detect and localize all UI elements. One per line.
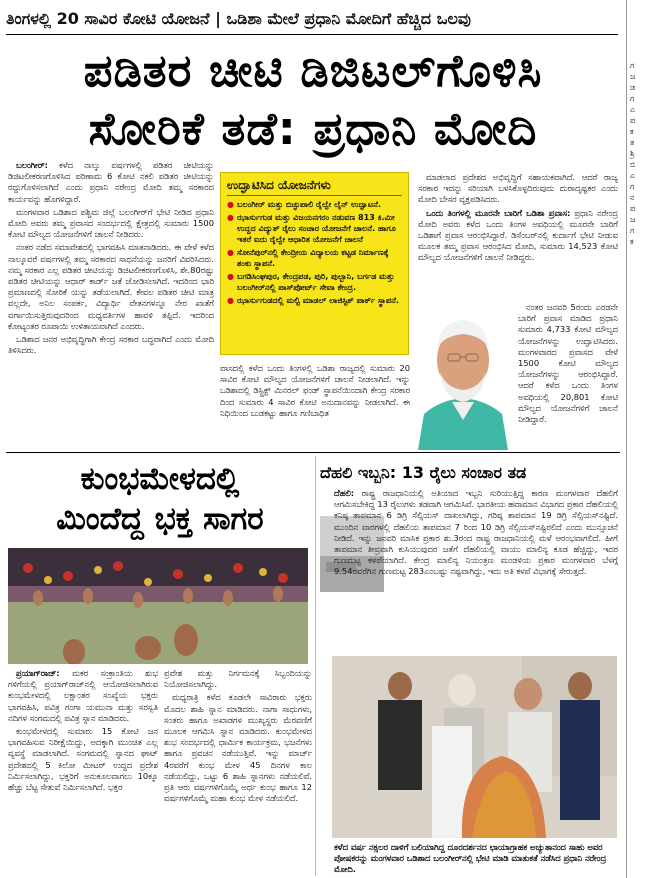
box-list (227, 199, 402, 306)
dateline: ಪ್ರಯಾಗ್‌ರಾಜ್: (16, 668, 60, 678)
strip-text: ಗ (630, 226, 635, 235)
para-text: ಒಡಿಶಾದ ಜನರ ಅಭಿವೃದ್ಧಿಗಾಗಿ ಕೇಂದ್ರ ಸರಕಾರ ಬದ್ಧವಾಗಿದೆ ಎಂದು ಮೋದಿ ತಿಳಿಸಿದರು. (8, 334, 214, 356)
para-text: ಪ್ರಧಾನಿ ನರೇಂದ್ರ ಮೋದಿ ಅವರು ಕಳೆದ ಒಂದು ತಿಂಗಳ ಅವಧಿಯಲ್ಲಿ ಮೂರನೇ ಬಾರಿಗೆ ಒಡಿಶಾಗೆ ಪ್ರವಾಸ ಆರಂಭಿಸಿದ್ದಾರೆ. ಡಿಸೆಂಬರ್‌ನಲ್ಲಿ ಕುರ್ದಾಗೆ ಭೇಟಿ ನೀಡುವ ಮೂಲಕ ತಮ್ಮ ಪ್ರವಾಸ ಆರಂಭಿಸಿದ ಮೋದಿ, ಸುಮಾರು 14,523 ಕೋಟಿ ಮೌಲ್ಯದ ಯೋಜನೆಗಳಿಗೆ ಚಾಲನೆ ನೀಡಿದ್ದರು. (418, 207, 618, 263)
para-text: ನಂತರ ಜನವರಿ 5ರಂದು ಎರಡನೇ ಬಾರಿಗೆ ಪ್ರವಾಸ ಮಾಡಿದ ಪ್ರಧಾನಿ ಸುಮಾರು 4,733 ಕೋಟಿ ಮೌಲ್ಯದ ಯೋಜನೆಗಳನ್ನು ಉದ್ಘಾಟಿಸಿದರು. ಮಂಗಳವಾರದ ಪ್ರವಾಸದ ವೇಳೆ 1500 ಕೋಟಿ ಮೌಲ್ಯದ ಯೋಜನೆಗಳನ್ನು ಆರಂಭಿಸಿದ್ದಾರೆ. ಆದರೆ ಕಳೆದ ಒಂದು ತಿಂಗಳ ಅವಧಿಯಲ್ಲಿ 20,801 ಕೋಟಿ ಮೌಲ್ಯದ ಯೋಜನೆಗಳಿಗೆ ಚಾಲನೆ ನೀಡಿದ್ದಾರೆ. (518, 302, 618, 425)
strip-text: ಡ (630, 83, 636, 92)
box-item: ● ಬಲಂಗೀರ್ ಮತ್ತು ಬಿಚ್ಛುಪಾಲಿ ರೈಲ್ವೇ ಲೈನ್ ಉದ್ಘಾಟನೆ. (237, 199, 402, 210)
strip-text: ಪ (630, 116, 636, 125)
delhi-body (334, 488, 618, 648)
adjacent-page-strip (626, 0, 649, 878)
section-rule (6, 452, 620, 453)
kumbh-para (164, 692, 312, 804)
strip-text: ತ (630, 138, 635, 147)
box-item: ● ಬಗಡಿಸಿಂಘಪುರ, ಕೇಂದ್ರಪಡ, ಪುರಿ, ಪುಲ್ಬಾನಿ, ಬರ್ಗಡ ಮತ್ತು ಬಲಂಗೀರ್‌ನಲ್ಲಿ ಪಾಸ್‌ಪೋರ್ಟ್ ಸೇವಾ ಕೇಂದ್ರ. (237, 271, 402, 293)
para-text: ವಾಸದಲ್ಲಿ ಕಳೆದ ಒಂದು ತಿಂಗಳಲ್ಲಿ ಒಡಿಶಾ ರಾಜ್ಯದಲ್ಲಿ ಸುಮಾರು 20 ಸಾವಿರ ಕೋಟಿ ಮೌಲ್ಯದ ಯೋಜನೆಗಳಿಗೆ ಚಾಲನೆ ನೀಡಲಾಗಿದೆ. ಇನ್ನು ಒಡಿಶಾದಲ್ಲಿ ಡಿಸ್ಟ್ರಿಕ್ಟ್ ಮಿನರಲ್ ಫಂಡ್ ಸ್ಥಾಪನೆಯಿಂದಾಗಿ ಕೇಂದ್ರ ಸರಕಾರ ದಿಂದ ಸುಮಾರು 4 ಸಾವಿರ ಕೋಟಿ ಅನುದಾನವನ್ನು ನೀಡಲಾಗಿದೆ. ಈ ನಿಧಿಯಿಂದ ಬುಡಕಟ್ಟು ಹಾಗೂ ಗಣಿಬಾಧಿತ (220, 363, 410, 418)
column-divider (315, 456, 316, 876)
pm-meeting-photo (332, 656, 617, 838)
para-text: ಪ್ರವೇಶ ಮತ್ತು ನಿರ್ಗಮನಕ್ಕೆ ಸಿಬ್ಬಂದಿಯನ್ನು ನಿಯೋಜಿಸಲಾಗಿದ್ದು. (164, 668, 312, 690)
photo-caption: ಕಳೆದ ವರ್ಷ ನಕ್ಸಲರ ದಾಳಿಗೆ ಬಲಿಯಾಗಿದ್ದ ದೂರದರ್ಶನದ ಛಾಯಾಗ್ರಾಹಕ ಅಚ್ಯುತಾನಂದ ಸಾಹು ಅವರ ಪೋಷಕರನ್ನು ಮಂಗಳವಾರ ಒಡಿಶಾದ ಬಲಂಗೀರ್‌ನಲ್ಲಿ ಭೇಟಿ ಮಾಡಿ ಮಾತುಕತೆ ನಡೆಸಿದ ಪ್ರಧಾನಿ ನರೇಂದ್ರ ಮೋದಿ. (334, 842, 607, 874)
lead-para (518, 302, 618, 425)
kumbh-col-1 (8, 668, 158, 874)
lead-story-col-3 (418, 172, 618, 302)
strip-text: ಬಿ (630, 160, 636, 169)
strip-text: ಪ (630, 204, 636, 213)
lead-para (220, 363, 410, 419)
subhead: ಒಂದು ತಿಂಗಳಲ್ಲಿ ಮೂರನೇ ಬಾರಿಗೆ ಒಡಿಶಾ ಪ್ರವಾಸ: (426, 207, 571, 218)
box-item: ● ಝಾರ್ಸುಗುಡ ಮತ್ತು ವಿಜಯನಗರಂ ನಡುವಣ 813 ಕಿ.ಮೀ ಉದ್ದದ ವಿದ್ಯುತ್ ರೈಲು ಸಂಚಾರ ಯೋಜನೆಗೆ ಚಾಲನೆ. ಹಾಗೂ ಇತರೆ ಐದು ರೈಲ್ವೇ ಆಧಾರಿತ ಯೋಜನೆಗೆ ಚಾಲನೆ (237, 212, 402, 245)
lead-story-col-1 (8, 160, 214, 428)
para-text: ಕುಂಭಮೇಳದಲ್ಲಿ ಸುಮಾರು 15 ಕೋಟಿ ಜನ ಭಾಗವಹಿಸುವ ನಿರೀಕ್ಷೆಯಿದ್ದು, ಅದಕ್ಕಾಗಿ ಮುಂಚಿತ ಎಲ್ಲ ವ್ಯವಸ್ಥೆ ಮಾಡಲಾಗಿದೆ. ಸಂಗಮದಲ್ಲಿ ಸ್ನಾನದ ಘಾಟ್ ಪ್ರದೇಶದಲ್ಲಿ 5 ಕಿಲೋ ಮೀಟರ್ ಉದ್ದದ ಪ್ರದೇಶ ನಿರ್ಮಿಸಲಾಗಿದ್ದು, ಭಕ್ತರಿಗೆ ಅನುಕೂಲವಾಗಲು 10ಕ್ಕೂ ಹೆಚ್ಚು ಬೆಟ್ಟ ಸೇತುವೆ ನಿರ್ಮಿಸಲಾಗಿದೆ. ಭಕ್ತರ (8, 726, 158, 793)
dateline: ಬಲಂಗೀರ್: (16, 160, 48, 170)
lead-story-col-2 (220, 363, 410, 429)
pm-modi-portrait (410, 302, 516, 450)
strip-text: ಎ (630, 105, 636, 114)
box-item: ● ಸೋನೆಪುರ್‌ನಲ್ಲಿ ಕೇಂದ್ರೀಯ ವಿದ್ಯಾಲಯ ಕಟ್ಟಡ ನಿರ್ಮಾಣಕ್ಕೆ ಶಂಕು ಸ್ಥಾಪನೆ. (237, 247, 402, 269)
strip-text: ಜ (630, 72, 636, 81)
para-text: ಕಳೆದ ನಾಲ್ಕು ವರ್ಷಗಳಲ್ಲಿ ಪಡಿತರ ಚೀಟಿಯನ್ನು ಡಿಜಿಟಲೀಕರಣಗೊಳಿಸಿದ ಪರಿಣಾಮ 6 ಕೋಟಿ ನಕಲಿ ಪಡಿತರ ಚೀಟಿಯನ್ನು ರದ್ದುಗೊಳಿಸಲಾಗಿದೆ ಎಂದು ಪ್ರಧಾನಿ ನರೇಂದ್ರ ಮೋದಿ ತಮ್ಮ ಸರಕಾರದ ಕಾರ್ಯವನ್ನು ಹೊಗಳಿದ್ದಾರೆ. (8, 160, 214, 204)
delhi-headline: ದೆಹಲಿ ಇಬ್ಬನಿ: 13 ರೈಲು ಸಂಚಾರ ತಡ (320, 463, 527, 482)
lead-headline-line1: ಪಡಿತರ ಚೀಟಿ ಡಿಜಿಟಲ್‌ಗೊಳಿಸಿ (83, 44, 543, 97)
kumbh-headline-line2: ಮಿಂದೆದ್ದ ಭಕ್ತ ಸಾಗರ (56, 501, 264, 537)
kicker-rule (6, 34, 618, 35)
strip-text: ಗ (630, 182, 635, 191)
strip-text: ಜ (630, 215, 636, 224)
inaugurated-projects-box (220, 172, 409, 355)
kumbh-headline-line1: ಕುಂಭಮೇಳದಲ್ಲಿ (80, 461, 240, 497)
lead-para (418, 172, 618, 206)
lead-para (8, 160, 214, 205)
lead-headline-line2: ಸೋರಿಕೆ ತಡೆ: ಪ್ರಧಾನಿ ಮೋದಿ (88, 102, 538, 155)
kumbh-para (164, 668, 312, 690)
strip-text: ನ (630, 193, 635, 202)
lead-para (418, 208, 618, 264)
kumbh-col-2 (164, 668, 312, 874)
para-text: ಮಧ್ಯರಾತ್ರಿ ಕಳೆದ ಕೂಡಲೇ ಸಾವಿರಾರು ಭಕ್ತರು ಮೊದಲ ಶಾಹಿ ಸ್ನಾನ ಮಾಡಿದರು. ನಾಗಾ ಸಾಧುಗಳು, ಸಂತರು ಹಾಗೂ ಅಖಾಡಗಳ ಮುಖ್ಯಸ್ಥರು ಮೆರವಣಿಗೆ ಮೂಲಕ ಆಗಮಿಸಿ ಸ್ನಾನ ಮಾಡಿದರು. ಕುಂಭಮೇಳದ ಶುಭ ಸಂದರ್ಭದಲ್ಲಿ ಧಾರ್ಮಿಕ ಕಾರ್ಯಕ್ರಮ, ಭಜನೆಗಳು ಹಾಗೂ ಪ್ರವಚನ ನಡೆಯುತ್ತಿವೆ. ಇನ್ನು ಮಾರ್ಚ್ 4ರವರೆಗೆ ಕುಂಭ ಮೇಳ 45 ದಿನಗಳ ಕಾಲ ನಡೆಯಲಿದ್ದು, ಒಟ್ಟು 6 ಶಾಹಿ ಸ್ನಾನಗಳು ನಡೆಯಲಿವೆ. ಪ್ರತಿ ಆರು ವರ್ಷಗಳಿಗೊಮ್ಮೆ ಅರ್ಧ ಕುಂಭ ಹಾಗೂ 12 ವರ್ಷಗಳಿಗೊಮ್ಮೆ ಮಹಾ ಕುಂಭ ಮೇಳ ನಡೆಯಲಿದೆ. (164, 692, 312, 804)
delhi-para (334, 488, 618, 578)
para-text: ಮಾಡಲಾದ ಪ್ರದೇಶದ ಅಭಿವೃದ್ಧಿಗೆ ಸಹಾಯಕವಾಗಿದೆ. ಆದರೆ ರಾಜ್ಯ ಸರಕಾರ ಇದನ್ನು ಸರಿಯಾಗಿ ಬಳಸಿಕೊಳ್ಳದಿರುವುದು ದುರಾದೃಷ್ಟಕರ ಎಂದು ಮೋದಿ ಬೇಸರ ವ್ಯಕ್ತಪಡಿಸಿದರು. (418, 172, 618, 205)
strip-text: ಕ (630, 237, 634, 246)
lead-para (8, 242, 214, 332)
kumbh-para (8, 668, 158, 724)
box-title: ಉದ್ಘಾಟಿಸಿದ ಯೋಜನೆಗಳು (227, 177, 402, 196)
para-text: ನಂತರ ನಡೆದ ಸಮಾವೇಶದಲ್ಲಿ ಭಾಗವಹಿಸಿ ಮಾತನಾಡಿದರು. ಈ ವೇಳೆ ಕಳೆದ ನಾಲ್ಕೂವರೆ ವರ್ಷಗಳಲ್ಲಿ ತಮ್ಮ ಸರಕಾರದ ಸಾಧನೆಯನ್ನು ಜನರಿಗೆ ವಿವರಿಸಿದರು. ನಮ್ಮ ಸರಕಾರ ಎಲ್ಲ ಪಡಿತರ ಚೀಟಿಯನ್ನು ಡಿಜಿಟಲೀಕರಣಗೊಳಿಸಿ, ಶೇ.80ರಷ್ಟು ಪಡಿತರ ಚೀಟಿಯನ್ನು ಆಧಾರ್ ಕಾರ್ಡ್ ಜತೆ ಜೋಡಿಸಲಾಗಿದೆ. ಇದರಿಂದ ಭಾರಿ ಪ್ರಮಾಣದಲ್ಲಿ ಸೋರಿಕೆ ಯನ್ನು ತಡೆಯಲಾಗಿದೆ. ಕೇವಲ ಪಡಿತರ ಚೀಟಿ ಮಾತ್ರ ವಲ್ಲದೇ, ಅನಿಲ ಸಂಪರ್ಕ, ವಿದ್ಯಾರ್ಥಿ ವೇತನಗಳನ್ನೂ ನೇರ ಖಾತೆಗೆ ವರ್ಗಾಯಿಸುತ್ತಿರುವುದರಿಂದ ಮಧ್ಯವರ್ತಿಗಳ ಹಾವಳಿ ತಪ್ಪಿದೆ. ಇದರಿಂದ ಕೋಟ್ಯಂತರ ರೂಪಾಯಿ ಉಳಿತಾಯವಾಗಿದೆ ಎಂದರು. (8, 242, 214, 331)
strip-text: ಶ್ರಿ (630, 149, 635, 158)
kicker-headline: ತಿಂಗಳಲ್ಲಿ 20 ಸಾವಿರ ಕೋಟಿ ಯೋಜನೆ | ಒಡಿಶಾ ಮೇಲೆ ಪ್ರಧಾನಿ ಮೋದಿಗೆ ಹೆಚ್ಚಿದ ಒಲವು (6, 9, 471, 28)
para-text: ಮಂಗಳವಾರ ಒಡಿಶಾದ ಪಶ್ಚಿಮ ಜಿಲ್ಲೆ ಬಲಂಗೀರ್‌ಗೆ ಭೇಟಿ ನೀಡಿದ ಪ್ರಧಾನಿ ಮೋದಿ ಅವರು ತಮ್ಮ ಪ್ರವಾಸದ ಸಂದರ್ಭದಲ್ಲಿ ಕ್ಷೇತ್ರದಲ್ಲಿ ಸುಮಾರು 1500 ಕೋಟಿ ಮೌಲ್ಯದ ಯೋಜನೆಗಳಿಗೆ ಚಾಲನೆ ನೀಡಿದರು. (8, 206, 214, 240)
kumbh-para (8, 726, 158, 793)
strip-text: ಗ (630, 61, 635, 70)
para-text: ರಾಷ್ಟ್ರ ರಾಜಧಾನಿಯಲ್ಲಿ ಅತಿಯಾದ ಇಬ್ಬನಿ ಸುರಿಯುತ್ತಿದ್ದ ಕಾರಣ ಮಂಗಳವಾರ ದೆಹಲಿಗೆ ಆಗಮಿಸಬೇಕಿದ್ದ 13 ರೈಲುಗಳು ತಡವಾಗಿ ಆಗಮಿಸಿವೆ. ಭಾರತೀಯ ಹವಾಮಾನ ವಿಭಾಗದ ಪ್ರಕಾರ ದೆಹಲಿಯಲ್ಲಿ ಕನಿಷ್ಠ ತಾಪಮಾನ 6 ಡಿಗ್ರಿ ಸೆಲ್ಸಿಯಸ್ ದಾಖಲಾಗಿದ್ದು, ಗರಿಷ್ಠ ತಾಪಮಾನ 19 ಡಿಗ್ರಿ ಸೆಲ್ಸಿಯಸ್‌ನಷ್ಟಿದೆ. ಮುಂದಿನ ವಾರಗಳಲ್ಲಿ ದೆಹಲಿಯ ತಾಪಮಾನ 7 ರಿಂದ 10 ಡಿಗ್ರಿ ಸೆಲ್ಸಿಯಸ್‌ನಷ್ಟಿರಲಿದೆ ಎಂದು ಮುನ್ಸೂಚನೆ ನೀಡಿದೆ. ಇನ್ನು ಜನವರಿ ಮಾಸಿಕ ಪ್ರಕಾರ ಶು.3ರಂದ ರಾಷ್ಟ್ರ ರಾಜಧಾನಿಯಲ್ಲಿ ಮಳೆ ಆರಂಭವಾಗಲಿದೆ. ಹೀಗೆ ತಾಪಮಾನ ತೀವ್ರವಾಗಿ ಕುಸಿಯುವುದರ ಜತೆಗೆ ದೆಹಲಿಯಲ್ಲಿ ವಾಯು ಮಾಲಿನ್ಯ ಕೂಡ ಹೆಚ್ಚಿದ್ದು, ಇದರ ಗುಣಮಟ್ಟ ಕಳಪೆಯಾಗಿದೆ. ಕೇಂದ್ರ ಮಾಲಿನ್ಯ ನಿಯಂತ್ರಣ ಮಂಡಳಿಯ ಪ್ರಕಾರ ಮಂಗಳವಾರ ಬೆಳಗ್ಗೆ 9.54ರವರೆಗಿನ ಗುಣಮಟ್ಟ 283ಎಂಬಷ್ಟು ನಷ್ಟವಾಗಿದ್ದು, ಇದು ಅತಿ ಕಳಪೆ ವಿಭಾಗಕ್ಕೆ ಸೇರುತ್ತದೆ. (334, 488, 618, 577)
strip-text: ಎ (630, 171, 636, 180)
strip-text: ಗ (630, 94, 635, 103)
dateline: ದೆಹಲಿ: (334, 488, 355, 498)
lead-para (8, 334, 214, 356)
strip-text: ಕ (630, 127, 634, 136)
box-item: ● ಝಾರ್ಸುಗುಡದಲ್ಲಿ ಮಲ್ಟಿ ಮಾಡಲ್ ಲಾಜಿಸ್ಟಿಕ್ ಪಾರ್ಕ್ ಸ್ಥಾಪನೆ. (237, 295, 402, 306)
kumbh-mela-photo (8, 548, 308, 664)
lead-story-col-4 (518, 302, 618, 430)
para-text: ಮಕರ ಸಂಕ್ರಾಂತಿಯ ಶುಭ ಗಳಿಗೆಯಲ್ಲಿ ಪ್ರಯಾಗ್‌ರಾಜ್‌ನಲ್ಲಿ ಆಯೋಜಿಸಲಾಗಿರುವ ಕುಂಭಮೇಳದಲ್ಲಿ ಲಕ್ಷಾಂತರ ಸಂಖ್ಯೆಯ ಭಕ್ತರು ಭಾಗವಹಿಸಿ, ಪವಿತ್ರ ಗಂಗಾ ಯಮುನಾ ಮತ್ತು ಸರಸ್ವತಿ ನದಿಗಳ ಸಂಗಮದಲ್ಲಿ ಪವಿತ್ರ ಸ್ನಾನ ಮಾಡಿದರು. (8, 668, 158, 723)
lead-para (8, 207, 214, 241)
